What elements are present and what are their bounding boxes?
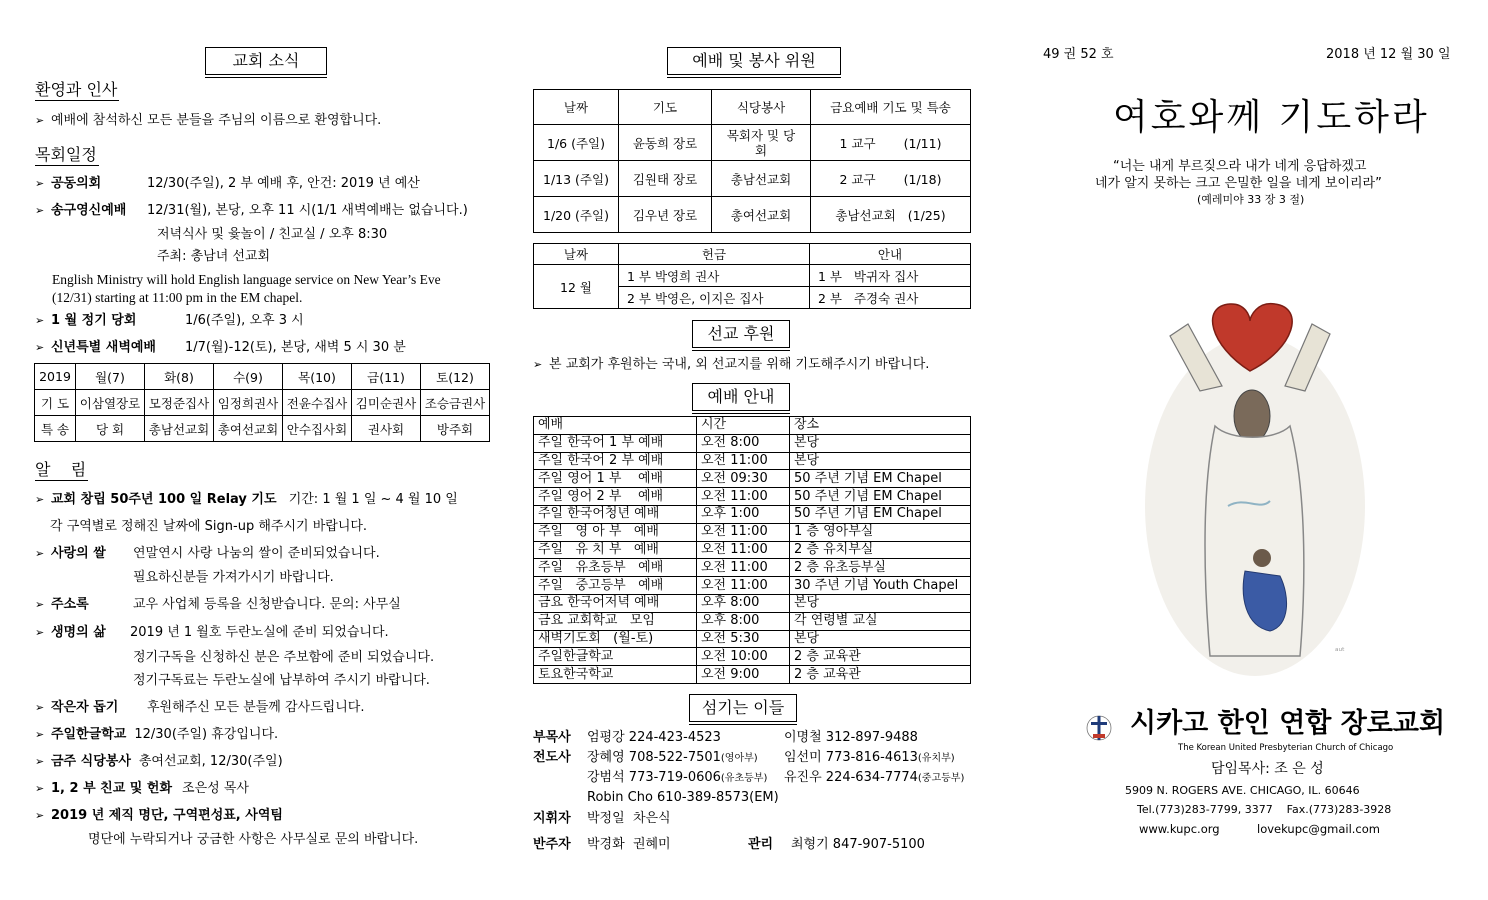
table-cell: 50 주년 기념 EM Chapel xyxy=(790,505,971,523)
notice-label: 2019 년 제직 명단, 구역편성표, 사역팀 xyxy=(51,808,283,823)
table-cell: 오전 09:30 xyxy=(697,470,790,488)
verse-line: 네가 알지 못하는 크고 은밀한 일을 네게 보이리라” xyxy=(1095,176,1382,191)
table-cell: 토(12) xyxy=(421,364,490,390)
notice-item xyxy=(35,491,458,509)
bullet-arrow-icon: ➢ xyxy=(35,728,45,741)
table-cell: 김원태 장로 xyxy=(619,161,712,197)
friday-team: 총남선교회 xyxy=(835,207,896,223)
table-cell: 오전 11:00 xyxy=(697,452,790,470)
table-cell: 1/13 (주일) xyxy=(534,161,619,197)
table-cell: 본당 xyxy=(790,434,971,452)
english-ministry-line: (12/31) starting at 11:00 pm in the EM chapel. xyxy=(52,290,303,305)
mission-text: 본 교회가 후원하는 국내, 외 선교지를 위해 기도해주시기 바랍니다. xyxy=(549,357,930,372)
table-header-cell: 예배 xyxy=(534,417,697,435)
pastoral-sub: 주최: 총남녀 선교회 xyxy=(157,249,271,264)
pastoral-heading: 목회일정 xyxy=(35,145,97,164)
table-cell: 금(11) xyxy=(352,364,421,390)
table-cell: 2 층 유초등부실 xyxy=(790,559,971,577)
table-cell: 방주회 xyxy=(421,416,490,442)
notice-sub: 정기구독료는 두란노실에 납부하여 주시기 바랍니다. xyxy=(133,673,430,688)
notice-item xyxy=(35,726,278,744)
table-cell: 김우년 장로 xyxy=(619,197,712,233)
worship-guide-title: 예배 안내 xyxy=(692,383,790,411)
staff-contact: Robin Cho 610-389-8573(EM) xyxy=(587,790,779,805)
staff-contact: 박경화 권혜미 xyxy=(587,837,671,852)
table-header-cell: 장소 xyxy=(790,417,971,435)
notice-item xyxy=(35,699,365,717)
table-cell: 목회자 및 당회 xyxy=(712,125,811,161)
english-ministry-line: English Ministry will hold English language service on New Year’s Eve xyxy=(52,272,441,287)
mission-support-title: 선교 후원 xyxy=(692,320,790,348)
table-cell: 토요한국학교 xyxy=(534,666,697,684)
table-header-cell: 날짜 xyxy=(534,244,619,265)
bullet-arrow-icon: ➢ xyxy=(35,341,45,354)
table-cell: 월(7) xyxy=(76,364,145,390)
staff-note: (유초등부) xyxy=(720,773,768,784)
church-logo-icon xyxy=(1085,712,1113,744)
church-name: 시카고 한인 연합 장로교회 xyxy=(1130,708,1446,739)
staff-contact: 이명철 312-897-9488 xyxy=(784,730,918,745)
table-cell: 오전 11:00 xyxy=(697,541,790,559)
table-cell: 주일 한국어청년 예배 xyxy=(534,505,697,523)
bullet-arrow-icon: ➢ xyxy=(35,598,45,611)
table-cell: 총여선교회 xyxy=(214,416,283,442)
table-cell xyxy=(811,125,971,161)
notice-item xyxy=(35,780,249,798)
table-cell: 1/20 (주일) xyxy=(534,197,619,233)
church-address: 5909 N. ROGERS AVE. CHICAGO, IL. 60646 xyxy=(1125,784,1360,797)
welcome-heading: 환영과 인사 xyxy=(35,80,118,99)
table-cell: 주일 유초등부 예배 xyxy=(534,559,697,577)
table-cell: 주일 한국어 1 부 예배 xyxy=(534,434,697,452)
table-cell: 주일 유 치 부 예배 xyxy=(534,541,697,559)
table-cell: 오전 9:00 xyxy=(697,666,790,684)
heart-prayer-illustration xyxy=(1120,296,1380,676)
church-name-english: The Korean United Presbyterian Church of Chicago xyxy=(1178,743,1394,753)
table-cell: 김미순권사 xyxy=(352,390,421,416)
table-cell: 총남선교회 xyxy=(145,416,214,442)
service-committee-title: 예배 및 봉사 위원 xyxy=(667,47,841,75)
table-cell: 전윤수집사 xyxy=(283,390,352,416)
notice-label: 1, 2 부 친교 및 헌화 xyxy=(51,781,173,796)
notice-label: 생명의 삶 xyxy=(51,625,106,640)
church-phone: Tel.(773)283-7799, 3377 Fax.(773)283-3928 xyxy=(1137,803,1392,816)
table-row xyxy=(534,541,971,559)
staff-contact: 강범석 773-719-0606 xyxy=(587,770,721,785)
table-cell: 안수집사회 xyxy=(283,416,352,442)
table-cell: 50 주년 기념 EM Chapel xyxy=(790,488,971,506)
table-cell xyxy=(811,161,971,197)
table-cell: 1/6 (주일) xyxy=(534,125,619,161)
table-cell: 주일 영어 2 부 예배 xyxy=(534,488,697,506)
table-row xyxy=(534,594,971,612)
bullet-arrow-icon: ➢ xyxy=(35,547,45,560)
dawn-service-table xyxy=(34,363,490,442)
pastoral-item xyxy=(35,312,304,330)
table-cell: 2019 xyxy=(35,364,76,390)
verse-line: “너는 내게 부르짖으라 내가 네게 응답하겠고 xyxy=(1113,159,1367,174)
bullet-arrow-icon: ➢ xyxy=(35,177,45,190)
table-cell: 오전 8:00 xyxy=(697,434,790,452)
bullet-arrow-icon: ➢ xyxy=(35,314,45,327)
table-cell: 금요 한국어저녁 예배 xyxy=(534,594,697,612)
table-header-cell: 안내 xyxy=(810,244,971,265)
table-row xyxy=(534,505,971,523)
pastoral-sub: 저녁식사 및 윷놀이 / 친교실 / 오후 8:30 xyxy=(157,227,388,242)
table-row xyxy=(534,559,971,577)
worship-schedule-table xyxy=(533,416,971,684)
table-cell: 주일 중고등부 예배 xyxy=(534,577,697,595)
table-cell: 주일 한국어 2 부 예배 xyxy=(534,452,697,470)
table-cell: 윤동희 장로 xyxy=(619,125,712,161)
notice-text: 교우 사업체 등록을 신청받습니다. 문의: 사무실 xyxy=(133,597,401,612)
notice-text: 후원해주신 모든 분들께 감사드립니다. xyxy=(147,700,365,715)
pastoral-item xyxy=(35,339,406,357)
notice-text: 2019 년 1 월호 두란노실에 준비 되었습니다. xyxy=(130,625,389,640)
table-cell: 주일 영어 1 부 예배 xyxy=(534,470,697,488)
table-header-cell: 식당봉사 xyxy=(712,90,811,125)
table-row xyxy=(534,470,971,488)
bullet-arrow-icon: ➢ xyxy=(35,809,45,822)
staff-note: (영아부) xyxy=(720,753,758,764)
table-cell: 조승금권사 xyxy=(421,390,490,416)
staff-contact: 엄평강 224-423-4523 xyxy=(587,730,721,745)
notice-label: 교회 창립 50주년 100 일 Relay 기도 xyxy=(51,492,277,507)
welcome-text: 예배에 참석하신 모든 분들을 주님의 이름으로 환영합니다. xyxy=(51,113,382,128)
staff-row xyxy=(587,789,779,807)
staff-contact: 박정일 차은식 xyxy=(587,811,671,826)
pastoral-item xyxy=(35,175,420,193)
item-label: 신년특별 새벽예배 xyxy=(51,340,156,355)
notice-sub: 정기구독을 신청하신 분은 주보함에 준비 되었습니다. xyxy=(133,650,435,665)
notice-text: 12/30(주일) 휴강입니다. xyxy=(134,727,279,742)
table-cell: 1 부 박귀자 집사 xyxy=(810,265,971,287)
table-cell: 2 층 교육관 xyxy=(790,666,971,684)
church-website[interactable]: www.kupc.org xyxy=(1139,822,1220,836)
service-schedule-table xyxy=(533,89,971,233)
table-cell: 오후 1:00 xyxy=(697,505,790,523)
table-cell: 오전 5:30 xyxy=(697,630,790,648)
notices-heading: 알 림 xyxy=(35,460,87,479)
table-row xyxy=(534,648,971,666)
bullet-arrow-icon: ➢ xyxy=(35,755,45,768)
staff-row xyxy=(533,810,671,828)
table-cell: 1 층 영아부실 xyxy=(790,523,971,541)
table-row xyxy=(534,666,971,684)
item-text: 12/30(주일), 2 부 예배 후, 안건: 2019 년 예산 xyxy=(147,176,420,191)
notice-sub: 필요하신분들 가져가시기 바랍니다. xyxy=(133,570,334,585)
table-cell: 1 부 박영희 권사 xyxy=(619,265,810,287)
pastoral-item xyxy=(35,202,468,220)
bullet-arrow-icon: ➢ xyxy=(35,782,45,795)
staff-row xyxy=(533,729,918,747)
notice-label: 주소록 xyxy=(51,597,89,612)
table-cell: 모정준집사 xyxy=(145,390,214,416)
table-cell: 각 연령별 교실 xyxy=(790,612,971,630)
bullet-arrow-icon: ➢ xyxy=(35,701,45,714)
friday-team: 1 교구 xyxy=(839,135,876,151)
table-cell: 특 송 xyxy=(35,416,76,442)
table-cell: 오전 11:00 xyxy=(697,488,790,506)
notice-text: 연말연시 사랑 나눔의 쌀이 준비되었습니다. xyxy=(133,546,380,561)
item-text: 12/31(월), 본당, 오후 11 시(1/1 새벽예배는 없습니다.) xyxy=(147,203,468,218)
item-label: 공동의회 xyxy=(51,176,102,191)
table-header-cell: 금요예배 기도 및 특송 xyxy=(811,90,971,125)
table-cell: 2 층 교육관 xyxy=(790,648,971,666)
staff-note: (중고등부) xyxy=(917,773,965,784)
table-cell: 주일 영 아 부 예배 xyxy=(534,523,697,541)
notice-label: 주일한글학교 xyxy=(51,727,127,742)
table-row xyxy=(534,523,971,541)
church-news-title: 교회 소식 xyxy=(205,47,327,75)
notice-item xyxy=(35,545,380,563)
main-title: 여호와께 기도하라 xyxy=(1113,97,1430,138)
notice-label: 작은자 돕기 xyxy=(51,700,119,715)
senior-pastor: 담임목사: 조 은 성 xyxy=(1211,761,1324,777)
notice-sub: 각 구역별로 정해진 날짜에 Sign-up 해주시기 바랍니다. xyxy=(50,519,368,534)
friday-date: (1/18) xyxy=(903,171,942,187)
table-header-cell: 시간 xyxy=(697,417,790,435)
table-cell: 오전 10:00 xyxy=(697,648,790,666)
table-cell: 오전 11:00 xyxy=(697,523,790,541)
table-header-cell: 날짜 xyxy=(534,90,619,125)
staff-row xyxy=(533,749,955,767)
table-cell: 12 월 xyxy=(534,265,619,309)
staff-note: (유치부) xyxy=(917,753,955,764)
notice-text: 기간: 1 월 1 일 ~ 4 월 10 일 xyxy=(288,492,458,507)
table-cell: 30 주년 기념 Youth Chapel xyxy=(790,577,971,595)
item-label: 송구영신예배 xyxy=(51,203,127,218)
friday-date: (1/25) xyxy=(907,207,946,223)
table-cell: 총여선교회 xyxy=(712,197,811,233)
staff-label: 전도사 xyxy=(533,750,571,765)
table-cell: 주일한글학교 xyxy=(534,648,697,666)
bulletin-date: 2018 년 12 월 30 일 xyxy=(1326,47,1451,62)
table-row xyxy=(534,452,971,470)
table-header-cell: 기도 xyxy=(619,90,712,125)
mission-text-line xyxy=(533,356,929,374)
table-cell: 오전 11:00 xyxy=(697,577,790,595)
table-cell: 권사회 xyxy=(352,416,421,442)
table-cell: 임정희권사 xyxy=(214,390,283,416)
table-cell: 오후 8:00 xyxy=(697,612,790,630)
notice-item xyxy=(35,753,283,771)
notice-item xyxy=(35,596,401,614)
offering-usher-table xyxy=(533,243,971,309)
item-text: 1/6(주일), 오후 3 시 xyxy=(185,313,304,328)
table-cell: 목(10) xyxy=(283,364,352,390)
notice-label: 사랑의 쌀 xyxy=(51,546,106,561)
table-cell xyxy=(811,197,971,233)
table-cell: 수(9) xyxy=(214,364,283,390)
table-cell: 금요 교회학교 모임 xyxy=(534,612,697,630)
verse-reference: (예레미야 33 장 3 절) xyxy=(1197,193,1305,206)
table-row xyxy=(534,612,971,630)
table-cell: 오전 11:00 xyxy=(697,559,790,577)
bullet-arrow-icon: ➢ xyxy=(533,358,543,371)
table-cell: 본당 xyxy=(790,594,971,612)
bullet-arrow-icon: ➢ xyxy=(35,114,45,127)
table-cell: 본당 xyxy=(790,630,971,648)
bullet-arrow-icon: ➢ xyxy=(35,204,45,217)
staff-label: 관리 xyxy=(748,837,774,852)
friday-date: (1/11) xyxy=(903,135,942,151)
notice-item xyxy=(35,807,283,825)
staff-contact: 장혜영 708-522-7501 xyxy=(587,750,721,765)
table-cell: 기 도 xyxy=(35,390,76,416)
notice-item xyxy=(35,624,389,642)
table-row xyxy=(534,577,971,595)
table-cell: 총남선교회 xyxy=(712,161,811,197)
welcome-text-line xyxy=(35,112,381,130)
table-cell: 2 부 박영은, 이지은 집사 xyxy=(619,287,810,309)
notice-text: 총여선교회, 12/30(주일) xyxy=(138,754,283,769)
item-text: 1/7(월)-12(토), 본당, 새벽 5 시 30 분 xyxy=(185,340,406,355)
notice-sub: 명단에 누락되거나 궁금한 사항은 사무실로 문의 바랍니다. xyxy=(88,832,419,847)
staff-label: 반주자 xyxy=(533,837,571,852)
notice-label: 금주 식당봉사 xyxy=(51,754,131,769)
table-cell: 이삼열장로 xyxy=(76,390,145,416)
table-row xyxy=(534,488,971,506)
staff-contact: 유진우 224-634-7774 xyxy=(784,770,918,785)
table-row xyxy=(534,630,971,648)
staff-contact: 최형기 847-907-5100 xyxy=(791,837,925,852)
bullet-arrow-icon: ➢ xyxy=(35,626,45,639)
table-cell: 본당 xyxy=(790,452,971,470)
church-email[interactable]: lovekupc@gmail.com xyxy=(1257,822,1380,836)
table-cell: 당 회 xyxy=(76,416,145,442)
table-cell: 2 부 주경숙 권사 xyxy=(810,287,971,309)
staff-label: 지휘자 xyxy=(533,811,571,826)
table-cell: 새벽기도회 (월-토) xyxy=(534,630,697,648)
staff-row xyxy=(533,836,925,854)
item-label: 1 월 정기 당회 xyxy=(51,313,137,328)
table-row xyxy=(534,434,971,452)
notice-text: 조은성 목사 xyxy=(182,781,249,796)
staff-label: 부목사 xyxy=(533,730,571,745)
volume-number: 49 권 52 호 xyxy=(1043,47,1114,62)
table-cell: 2 층 유치부실 xyxy=(790,541,971,559)
staff-title: 섬기는 이들 xyxy=(689,694,797,722)
table-cell: 화(8) xyxy=(145,364,214,390)
bullet-arrow-icon: ➢ xyxy=(35,493,45,506)
table-header-cell: 헌금 xyxy=(619,244,810,265)
friday-team: 2 교구 xyxy=(839,171,876,187)
artist-signature: ᵃᵘᵗ xyxy=(1335,647,1345,657)
staff-contact: 임선미 773-816-4613 xyxy=(784,750,918,765)
table-cell: 오후 8:00 xyxy=(697,594,790,612)
table-cell: 50 주년 기념 EM Chapel xyxy=(790,470,971,488)
